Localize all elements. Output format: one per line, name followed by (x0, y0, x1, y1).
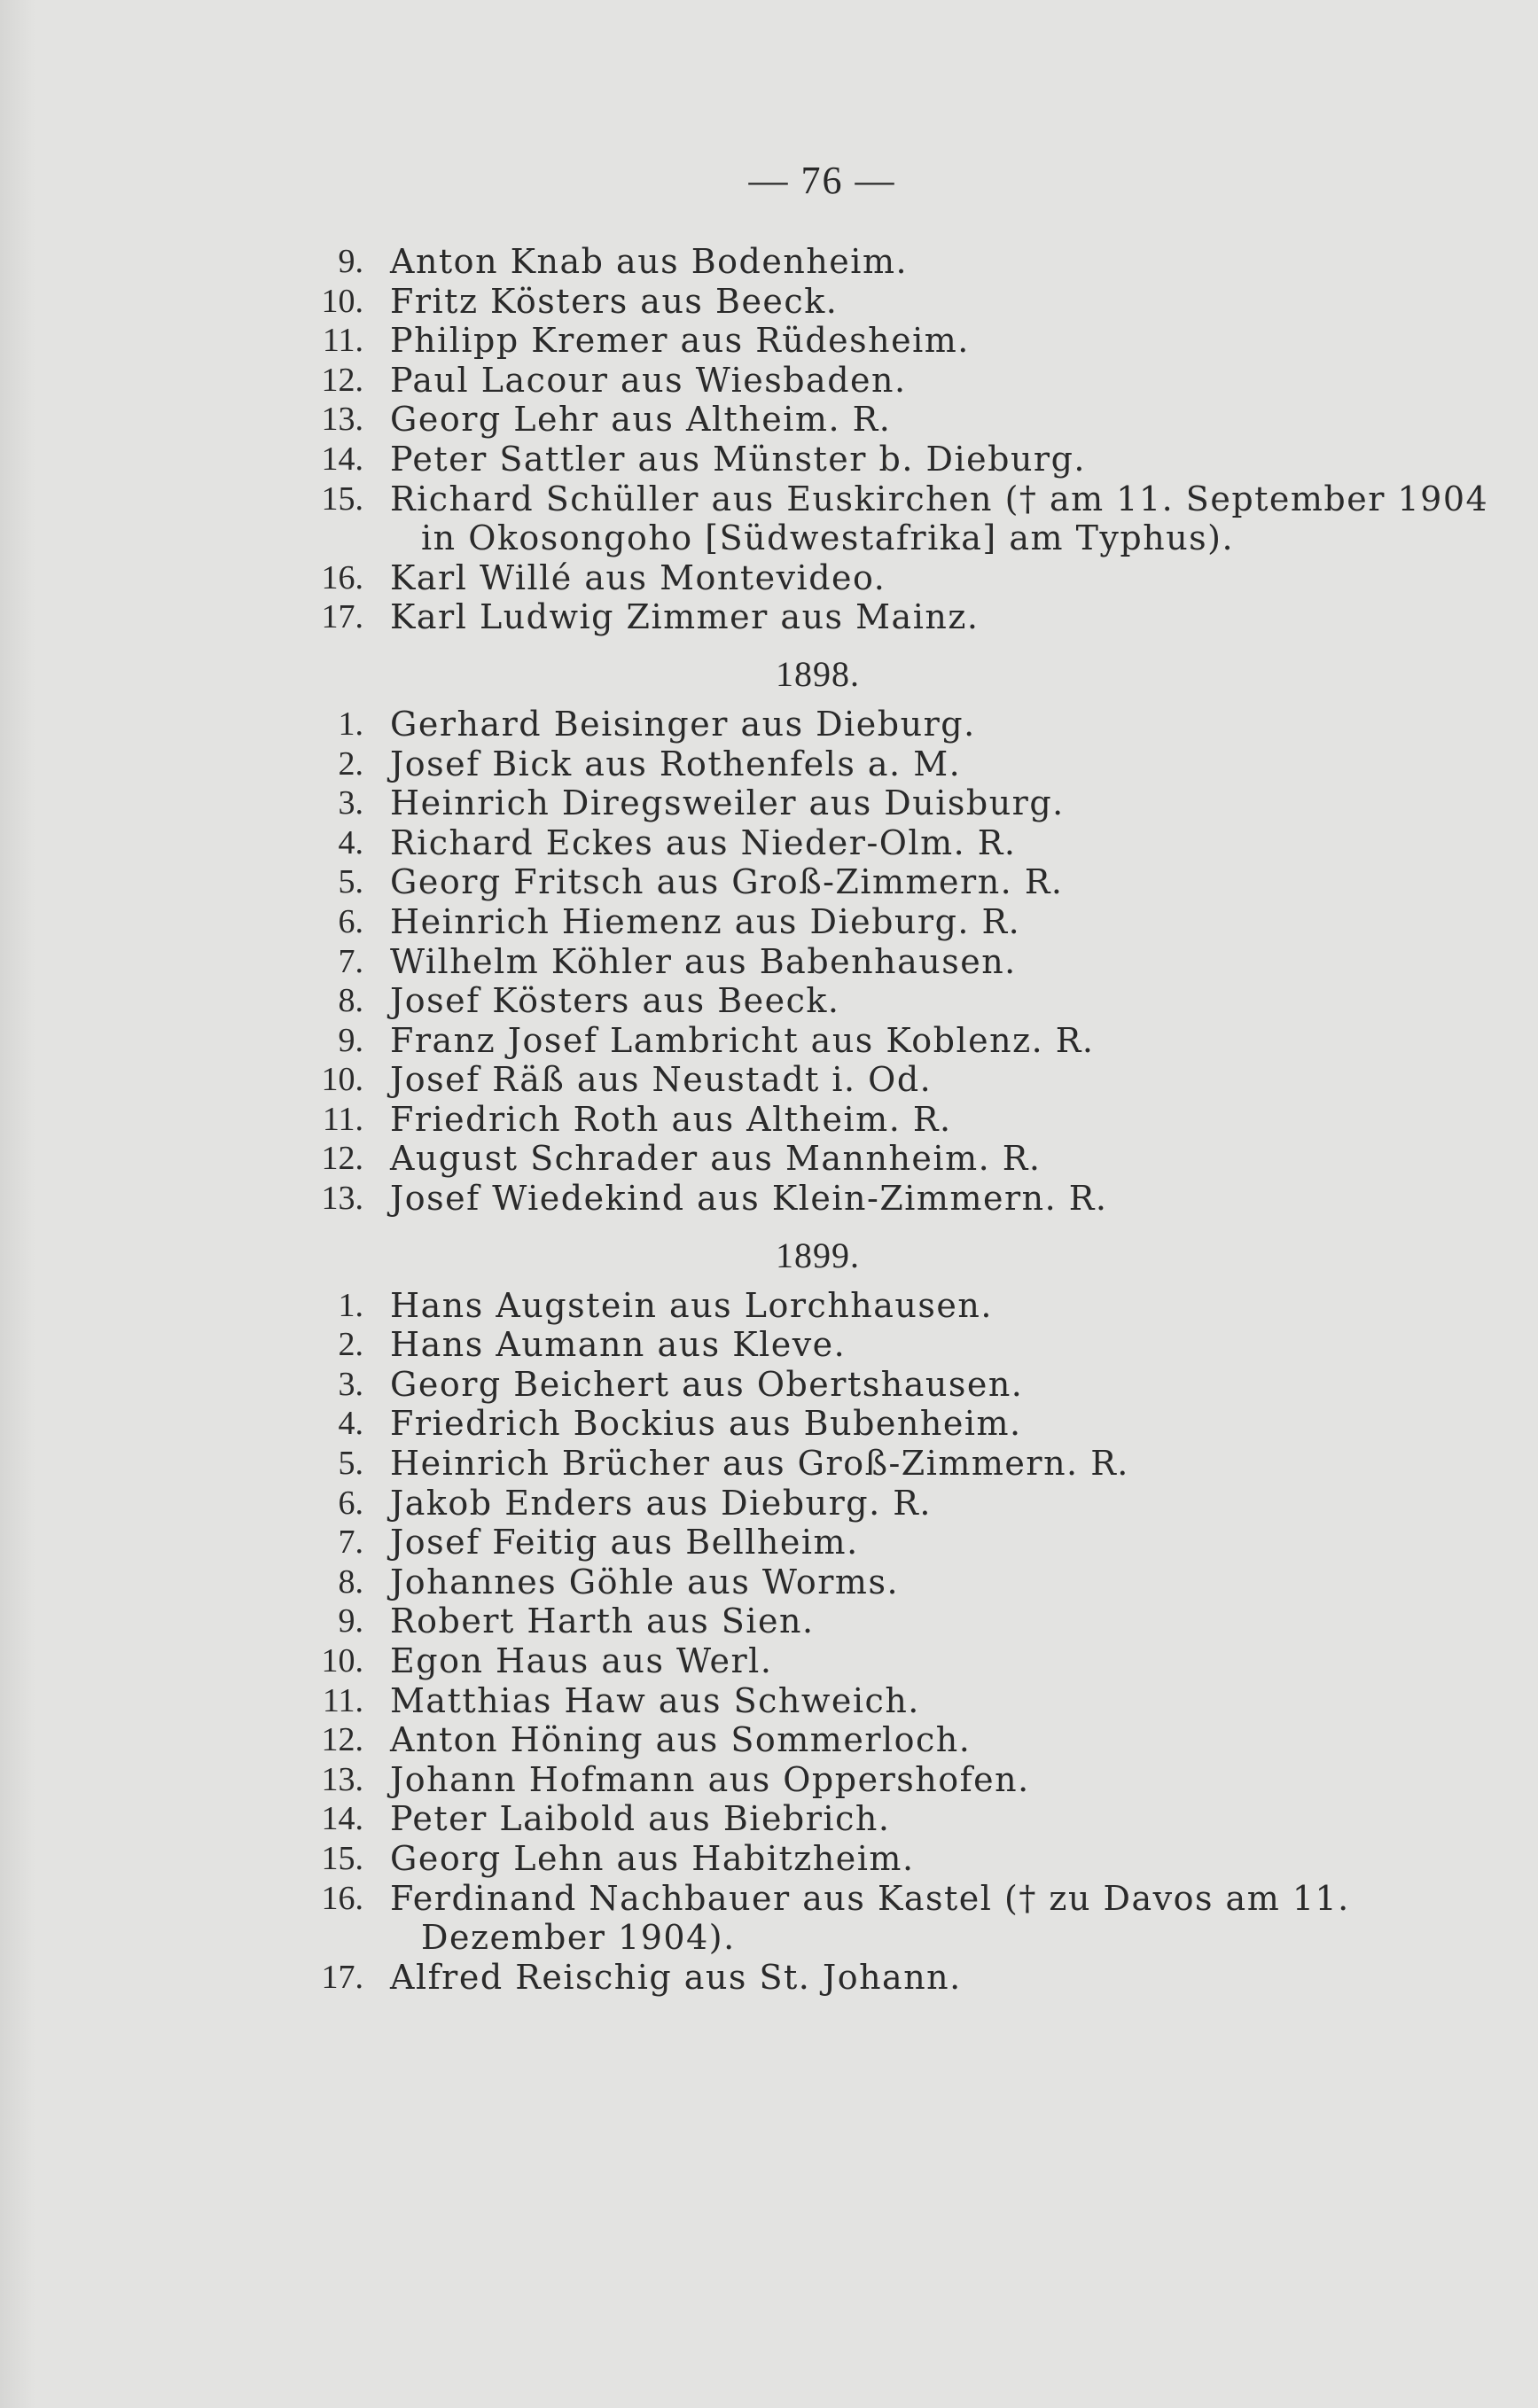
item-number: 8. (338, 1562, 363, 1601)
list-item (0, 823, 1538, 863)
item-number: 1. (338, 1286, 363, 1324)
item-text: Jakob Enders aus Dieburg. R. (390, 1483, 932, 1523)
item-text: Josef Räß aus Neustadt i. Od. (390, 1060, 933, 1100)
list-item (0, 981, 1538, 1021)
item-number: 15. (321, 1839, 363, 1877)
list-item (0, 558, 1538, 598)
list-item (0, 744, 1538, 784)
item-text: Alfred Reischig aus St. Johann. (390, 1957, 962, 1997)
name-list (0, 242, 1538, 1997)
item-number: 7. (338, 942, 363, 980)
item-text: Peter Sattler aus Münster b. Dieburg. (390, 439, 1086, 479)
item-text: Georg Lehr aus Altheim. R. (390, 400, 892, 440)
item-text: Josef Wiedekind aus Klein-Zimmern. R. (390, 1179, 1108, 1219)
year-heading: 1899. (776, 1235, 860, 1275)
list-item (0, 321, 1538, 361)
item-number: 17. (321, 1958, 363, 1996)
list-item (0, 1720, 1538, 1760)
list-item (0, 400, 1538, 440)
item-number: 9. (338, 1602, 363, 1640)
item-number: 1. (338, 705, 363, 743)
item-text: Josef Kösters aus Beeck. (390, 981, 840, 1021)
list-item (0, 862, 1538, 902)
list-item (0, 1958, 1538, 1998)
list-item (0, 479, 1538, 519)
item-number: 13. (321, 401, 363, 439)
list-item (0, 902, 1538, 942)
list-item (0, 1444, 1538, 1484)
item-number: 6. (338, 1484, 363, 1522)
item-text: Karl Willé aus Montevideo. (390, 557, 886, 597)
item-text: Fritz Kösters aus Beeck. (390, 281, 839, 321)
list-item (0, 361, 1538, 401)
item-text: Karl Ludwig Zimmer aus Mainz. (390, 597, 980, 637)
item-number: 2. (338, 1326, 363, 1364)
list-item (0, 1562, 1538, 1602)
item-text: Georg Beichert aus Obertshausen. (390, 1364, 1024, 1404)
item-number: 10. (321, 1642, 363, 1679)
item-text: Hans Augstein aus Lorchhausen. (390, 1285, 993, 1325)
item-text: Josef Bick aus Rothenfels a. M. (390, 744, 962, 783)
item-text: Heinrich Hiemenz aus Dieburg. R. (390, 901, 1021, 941)
item-number: 6. (338, 902, 363, 940)
list-item (0, 1799, 1538, 1839)
item-number: 14. (321, 1800, 363, 1838)
list-item (0, 783, 1538, 823)
item-number: 4. (338, 823, 363, 861)
list-item (0, 1523, 1538, 1562)
list-item (0, 1286, 1538, 1326)
list-item (0, 942, 1538, 982)
item-number: 11. (322, 1100, 363, 1138)
item-text: Friedrich Bockius aus Bubenheim. (390, 1404, 1022, 1444)
item-text: Philipp Kremer aus Rüdesheim. (390, 321, 970, 361)
item-number: 12. (321, 1721, 363, 1759)
item-text: Richard Eckes aus Nieder-Olm. R. (390, 822, 1017, 862)
list-item (0, 1641, 1538, 1681)
list-item (0, 1179, 1538, 1219)
item-number: 2. (338, 744, 363, 783)
item-text: Franz Josef Lambricht aus Koblenz. R. (390, 1020, 1095, 1060)
item-number: 14. (321, 440, 363, 478)
item-number: 13. (321, 1180, 363, 1218)
list-item (0, 242, 1538, 282)
list-item (0, 1060, 1538, 1100)
item-text: Gerhard Beisinger aus Dieburg. (390, 704, 976, 744)
item-text: Friedrich Roth aus Altheim. R. (390, 1099, 952, 1139)
page-number: — 76 — (748, 159, 896, 202)
item-text: Peter Laibold aus Biebrich. (390, 1799, 891, 1839)
item-number: 17. (321, 598, 363, 636)
item-number: 9. (338, 243, 363, 280)
item-text: Josef Feitig aus Bellheim. (390, 1523, 859, 1562)
item-text: Paul Lacour aus Wiesbaden. (390, 360, 907, 400)
item-number: 5. (338, 1445, 363, 1483)
list-item (0, 705, 1538, 744)
list-item (0, 597, 1538, 637)
item-text: in Okosongoho [Südwestafrika] am Typhus). (421, 518, 1235, 558)
list-item (0, 1100, 1538, 1140)
item-number: 10. (321, 282, 363, 320)
item-number: 3. (338, 784, 363, 822)
list-item (0, 1404, 1538, 1444)
item-text: Robert Harth aus Sien. (390, 1601, 815, 1641)
list-item (0, 1760, 1538, 1800)
item-number: 8. (338, 982, 363, 1020)
item-text: Anton Knab aus Bodenheim. (390, 242, 909, 281)
item-number: 12. (321, 1140, 363, 1178)
list-item (0, 1325, 1538, 1365)
item-number: 13. (321, 1760, 363, 1798)
list-item (0, 1484, 1538, 1524)
item-text: Egon Haus aus Werl. (390, 1641, 773, 1680)
item-number: 16. (321, 558, 363, 596)
list-item (0, 1021, 1538, 1061)
item-text: Dezember 1904). (421, 1918, 736, 1958)
item-text: Heinrich Brücher aus Groß-Zimmern. R. (390, 1444, 1129, 1484)
item-number: 11. (322, 1681, 363, 1719)
item-text: Hans Aumann aus Kleve. (390, 1325, 847, 1365)
item-number: 7. (338, 1524, 363, 1562)
list-item (0, 1365, 1538, 1405)
list-item (0, 282, 1538, 322)
list-item (0, 1879, 1538, 1919)
item-text: August Schrader aus Mannheim. R. (390, 1139, 1042, 1179)
item-number: 9. (338, 1021, 363, 1059)
item-text: Richard Schüller aus Euskirchen († am 11. September 1904 (390, 479, 1489, 518)
item-text: Georg Fritsch aus Groß-Zimmern. R. (390, 862, 1064, 902)
item-text: Heinrich Diregsweiler aus Duisburg. (390, 783, 1065, 823)
item-number: 12. (321, 361, 363, 399)
list-item-continuation (0, 518, 1538, 558)
item-number: 10. (321, 1061, 363, 1099)
item-number: 15. (321, 479, 363, 518)
item-number: 5. (338, 863, 363, 901)
item-text: Wilhelm Köhler aus Babenhausen. (390, 941, 1017, 981)
list-item (0, 1681, 1538, 1721)
item-text: Georg Lehn aus Habitzheim. (390, 1838, 915, 1878)
list-item (0, 1839, 1538, 1879)
list-item-continuation (0, 1918, 1538, 1958)
year-heading: 1898. (776, 653, 860, 694)
item-text: Johannes Göhle aus Worms. (390, 1562, 900, 1601)
item-number: 16. (321, 1879, 363, 1917)
item-number: 4. (338, 1405, 363, 1443)
list-item (0, 1601, 1538, 1641)
list-item (0, 440, 1538, 479)
item-text: Ferdinand Nachbauer aus Kastel († zu Davos am 11. (390, 1878, 1350, 1918)
item-text: Anton Höning aus Sommerloch. (390, 1720, 972, 1760)
item-number: 3. (338, 1365, 363, 1403)
list-item (0, 1139, 1538, 1179)
item-text: Matthias Haw aus Schweich. (390, 1680, 920, 1720)
item-text: Johann Hofmann aus Oppershofen. (390, 1759, 1030, 1799)
item-number: 11. (322, 322, 363, 360)
